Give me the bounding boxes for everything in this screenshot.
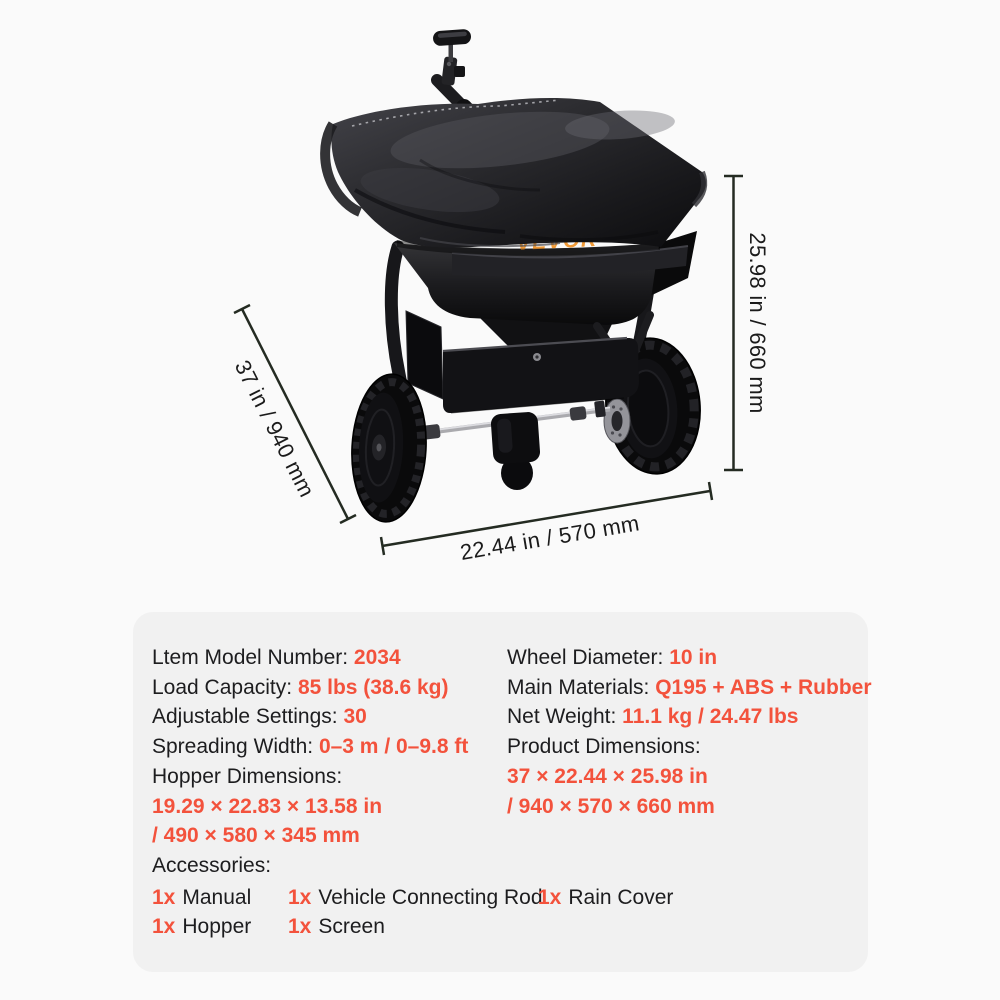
handle-knob xyxy=(433,29,472,47)
accessory-qty: 1x xyxy=(152,915,176,939)
accessory-rain-cover xyxy=(538,883,849,913)
spec-value: 85 lbs (38.6 kg) xyxy=(297,675,449,699)
spreader-rain-cover xyxy=(325,98,706,256)
accessory-screen xyxy=(288,912,538,942)
dimension-width xyxy=(230,305,356,523)
wheel-hub-disc xyxy=(604,399,630,443)
spec-row-wheel-diameter xyxy=(507,643,872,673)
accessory-name: Vehicle Connecting Rod xyxy=(318,885,543,909)
spec-value: 30 xyxy=(343,705,367,729)
spec-label: Net Weight: xyxy=(507,705,623,729)
spec-row-product-dimensions-in xyxy=(507,762,872,792)
spec-row-model xyxy=(152,643,507,673)
spreader-left-wheel xyxy=(348,372,430,524)
dimension-width-label: 37 in / 940 mm xyxy=(229,356,320,502)
spec-label: Adjustable Settings: xyxy=(152,705,344,729)
spec-label: Accessories: xyxy=(152,853,272,877)
accessories-grid xyxy=(152,883,849,942)
spec-row-hopper-dimensions-in xyxy=(152,792,507,822)
accessory-name: Screen xyxy=(318,915,385,939)
spec-label: Main Materials: xyxy=(507,675,656,699)
spec-label: Spreading Width: xyxy=(152,735,319,759)
dimension-depth xyxy=(381,482,712,565)
spec-label: Wheel Diameter: xyxy=(507,646,670,669)
accessory-name: Rain Cover xyxy=(568,885,674,909)
accessory-name: Manual xyxy=(182,885,252,909)
spec-value: Q195 + ABS + Rubber xyxy=(655,675,872,699)
spec-label: Load Capacity: xyxy=(152,675,298,699)
spec-value: 37 × 22.44 × 25.98 in xyxy=(507,764,708,788)
spec-label: Ltem Model Number: xyxy=(152,646,354,669)
accessory-qty: 1x xyxy=(538,885,562,909)
spec-row-hopper-dimensions-mm xyxy=(152,821,507,851)
dimension-depth-label: 22.44 in / 570 mm xyxy=(458,510,642,565)
accessory-qty: 1x xyxy=(152,885,176,909)
spreader-gearbox xyxy=(490,411,540,490)
spec-row-hopper-dimensions xyxy=(152,762,507,792)
spec-row-spreading-width xyxy=(152,732,507,762)
dimension-height-label: 25.98 in / 660 mm xyxy=(745,232,770,414)
accessory-vehicle-connecting-rod xyxy=(288,883,543,913)
accessory-name: Hopper xyxy=(182,915,252,939)
accessory-qty: 1x xyxy=(288,885,312,909)
spec-value: 2034 xyxy=(353,646,401,669)
spec-row-main-materials xyxy=(507,673,872,703)
spec-row-net-weight xyxy=(507,702,872,732)
spec-column-left xyxy=(152,643,507,881)
spec-row-product-dimensions xyxy=(507,732,872,762)
spec-value: 19.29 × 22.83 × 13.58 in xyxy=(152,794,383,818)
accessory-hopper xyxy=(152,912,288,942)
spec-row-product-dimensions-mm xyxy=(507,792,872,822)
spec-value: / 940 × 570 × 660 mm xyxy=(507,794,715,818)
accessory-manual xyxy=(152,883,288,913)
spec-value: / 490 × 580 × 345 mm xyxy=(152,824,360,848)
spec-row-accessories-header xyxy=(152,851,507,881)
spec-label: Hopper Dimensions: xyxy=(152,764,343,788)
spec-value: 11.1 kg / 24.47 lbs xyxy=(622,705,799,729)
accessory-qty: 1x xyxy=(288,915,312,939)
spec-row-adjustable-settings xyxy=(152,702,507,732)
spec-value: 0–3 m / 0–9.8 ft xyxy=(318,735,469,759)
spec-value: 10 in xyxy=(669,646,718,669)
spec-columns xyxy=(152,643,872,881)
spec-column-right xyxy=(507,643,872,881)
spec-row-load-capacity xyxy=(152,673,507,703)
spec-panel xyxy=(133,612,872,972)
dimension-height xyxy=(724,176,770,470)
spec-label: Product Dimensions: xyxy=(507,735,701,759)
